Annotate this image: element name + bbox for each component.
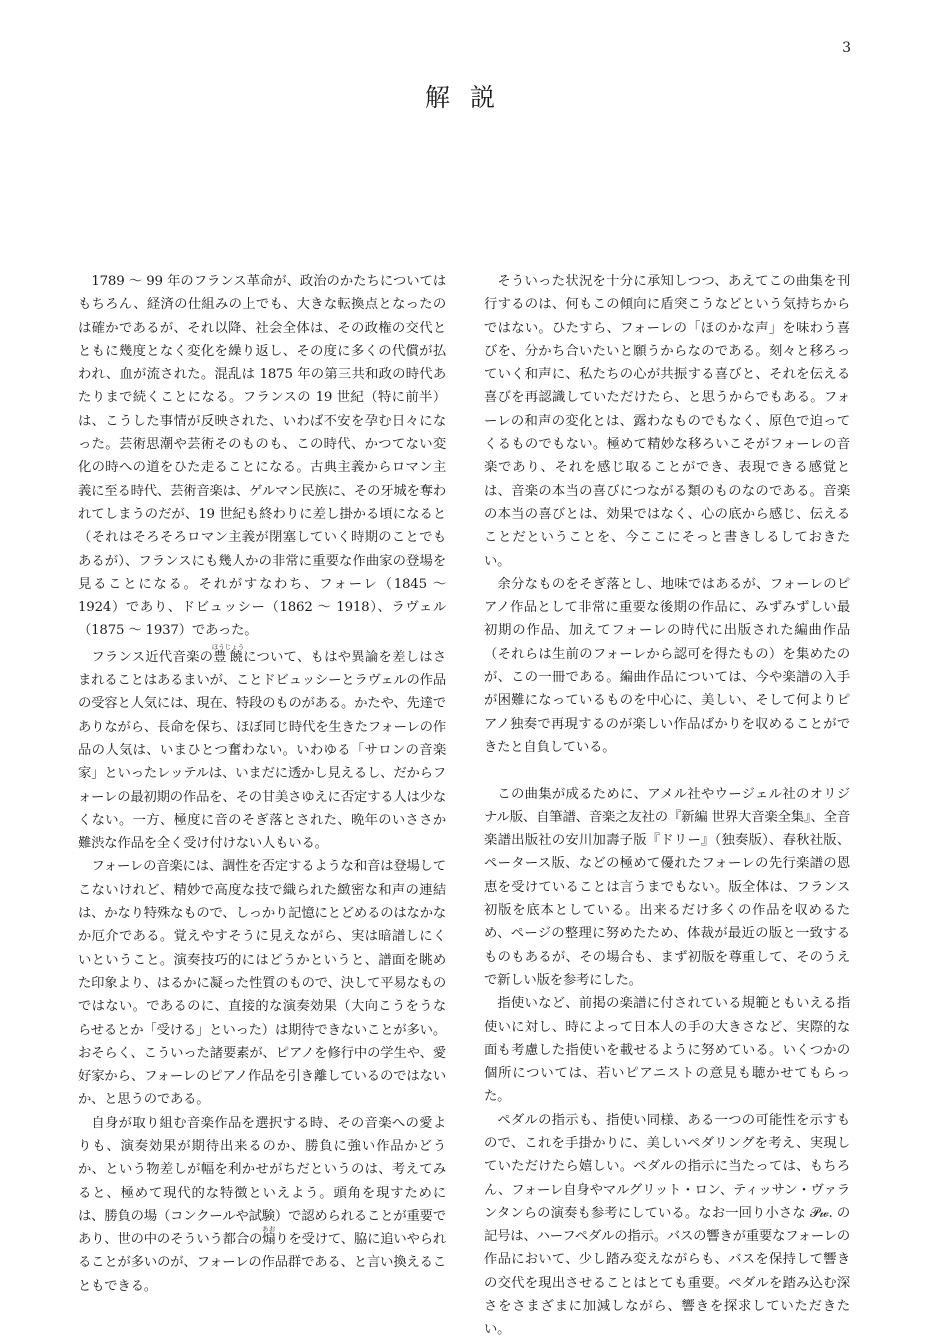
left-paragraph-4-rest: りを受けて、脇に追いやられることが多いのが、フォーレの作品群である、と言い換えることもできる。 <box>78 1232 446 1294</box>
ruby-base: 煽 <box>262 1232 276 1248</box>
left-paragraph-2-start: フランス近代音楽の <box>91 649 214 665</box>
left-paragraph-4 <box>78 1112 446 1298</box>
furigana-aori <box>262 1225 276 1248</box>
page-title: 解 説 <box>425 83 501 112</box>
left-paragraph-4-start: 自身が取り組む音楽作品を選択する時、その音楽への愛よりも、演奏効果が期待出来るのか、勝負に強い作品かどうか、という物差しが幅を利かせがちだというのは、考えてみると、極めて現代的な特徴といえよう。頭角を現すためには、勝負の場（コンクールや試験）で認められることが重要であり、世の中のそういう都合の <box>78 1115 446 1248</box>
right-column <box>484 270 850 1342</box>
right-paragraph-1: そういった状況を十分に承知しつつ、あえてこの曲集を刊行するのは、何もこの傾向に盾突こうなどという気持ちからではない。ひたすら、フォーレの「ほのかな声」を味わう喜びを、分かち合いたいと願うからなのである。刻々と移ろっていく和声に、私たちの心が共振する喜びと、それを伝える喜びを再認識していただけたら、と思うからでもある。フォーレの和声の変化とは、露わなものでもなく、原色で迫ってくるものでもない。極めて精妙な移ろいこそがフォーレの音楽であり、それを感じ取ることができ、表現できる感覚とは、音楽の本当の喜びにつながる類のものなのである。音楽の本当の喜びとは、効果ではなく、心の底から感じ、伝えることだということを、今ここにそっと書きしるしておきたい。 <box>484 274 850 569</box>
left-paragraph-1: 1789 〜 99 年のフランス革命が、政治のかたちについてはもちろん、経済の仕組みの上でも、大きな転換点となったのは確かであるが、それ以降、社会全体は、その政権の交代とともに幾度となく変化を繰り返し、その度に多くの代償が払われ、血が流された。混乱は 1875 年の第三共和政の時代あたりまで続くことになる。フランスの 19 世紀（特に前半）は、こうした事情が反映された、いわば不安を孕む日々になった。芸術思潮や芸術そのものも、この時代、かつてない変化の時への道をひた走ることになる。古典主義からロマン主義に至る時代、芸術音楽は、ゲルマン民族に、その牙城を奪われてしまうのだが、19 世紀も終わりに差し掛かる頃になると（それはそろそろロマン主義が閉塞していく時期のことでもあるが）、フランスにも幾人かの非常に重要な作曲家の登場を見ることになる。それがすなわち、フォーレ（1845 〜 1924）であり、ドビュッシー（1862 〜 1918）、ラヴェル（1875 〜 1937）であった。 <box>78 274 446 639</box>
paragraph-gap <box>484 759 850 782</box>
left-paragraph-2 <box>78 643 446 856</box>
left-paragraph-3: フォーレの音楽には、調性を否定するような和音は登場してこないけれど、精妙で高度な技で織られた緻密な和声の連結は、かなり特殊なもので、しっかり記憶にとどめるのはなかなか厄介である。覚えやすそうに見えながら、実は暗譜しにくいということ。演奏技巧的にはどうかというと、譜面を眺めた印象より、はるかに凝った性質のもので、決して平易なものではない。であるのに、直接的な演奏効果（大向こうをうならせるとか「受ける」といった）は期待できないことが多い。おそらく、こういった諸要素が、ピアノを修行中の学生や、愛好家から、フォーレのピアノ作品を引き離しているのではないか、と思うのである。 <box>78 859 446 1108</box>
ruby-base: 豊饒 <box>211 649 245 665</box>
right-paragraph-4: 指使いなど、前掲の楽譜に付されている規範ともいえる指使いに対し、時によって日本人の手の大きさなど、実際的な面も考慮した指使いを載せるように努めている。いくつかの個所については、若いピアニストの意見も聴かせてもらった。 <box>484 996 850 1105</box>
furigana-houjou <box>211 642 245 665</box>
ruby-reading: ほうじょう <box>211 642 245 651</box>
ruby-reading: あお <box>262 1225 276 1234</box>
right-paragraph-5: ペダルの指示も、指使い同様、ある一つの可能性を示すもので、これを手掛かりに、美しいペダリングを考え、実現していただけたら嬉しい。ペダルの指示に当たっては、もちろん、フォーレ自身やマルグリット・ロン、ティッサン・ヴァランタンらの演奏も参考にしている。なお一回り小さな 𝒫𝓌. の記号は、ハーフペダルの指示。バスの響きが重要なフォーレの作品において、少し踏み変えながらも、バスを保持して響きの交代を現出させることはとても重要。ペダルを踏み込む深さをさまざまに加減しながら、響きを探求していただきたい。 <box>484 1112 850 1338</box>
left-paragraph-2-rest: について、もはや異論を差しはさまれることはあるまいが、ことドビュッシーとラヴェルの作品の受容と人気には、現在、特段のものがある。かたや、先達でありながら、長命を保ち、ほぼ同じ時代を生きたフォーレの作品の人気は、いまひとつ奮わない。いわゆる「サロンの音楽家」といったレッテルは、いまだに透かし見えるし、だからフォーレの最初期の作品を、その甘美さゆえに否定する人は少なくない。一方、極度に音のそぎ落とされた、晩年のいささか難渋な作品を全く受け付けない人もいる。 <box>78 649 446 852</box>
right-paragraph-2: 余分なものをそぎ落とし、地味ではあるが、フォーレのピアノ作品として非常に重要な後期の作品に、みずみずしい最初期の作品、加えてフォーレの時代に出版された編曲作品（それらは生前のフォーレから認可を得たもの）を集めたのが、この一冊である。編曲作品については、今や楽譜の入手が困難になっているものを中心に、美しい、そして何よりピアノ独奏で再現するのが楽しい作品ばかりを収めることができたと自負している。 <box>484 576 850 755</box>
right-paragraph-3: この曲集が成るために、アメル社やウージェル社のオリジナル版、自筆譜、音楽之友社の『新編 世界大音楽全集』、全音楽譜出版社の安川加壽子版『ドリー』（独奏版）、春秋社版、ペータース版、などの極めて優れたフォーレの先行楽譜の恩恵を受けていることは言うまでもない。版全体は、フランス初版を底本としている。出来るだけ多くの作品を収めるため、ページの整理に努めたため、体裁が最近の版と一致するものもあるが、その場合も、まず初版を尊重して、そのうえで新しい版を参考にした。 <box>484 786 850 988</box>
left-column <box>78 270 446 1298</box>
page-number: 3 <box>842 40 851 56</box>
